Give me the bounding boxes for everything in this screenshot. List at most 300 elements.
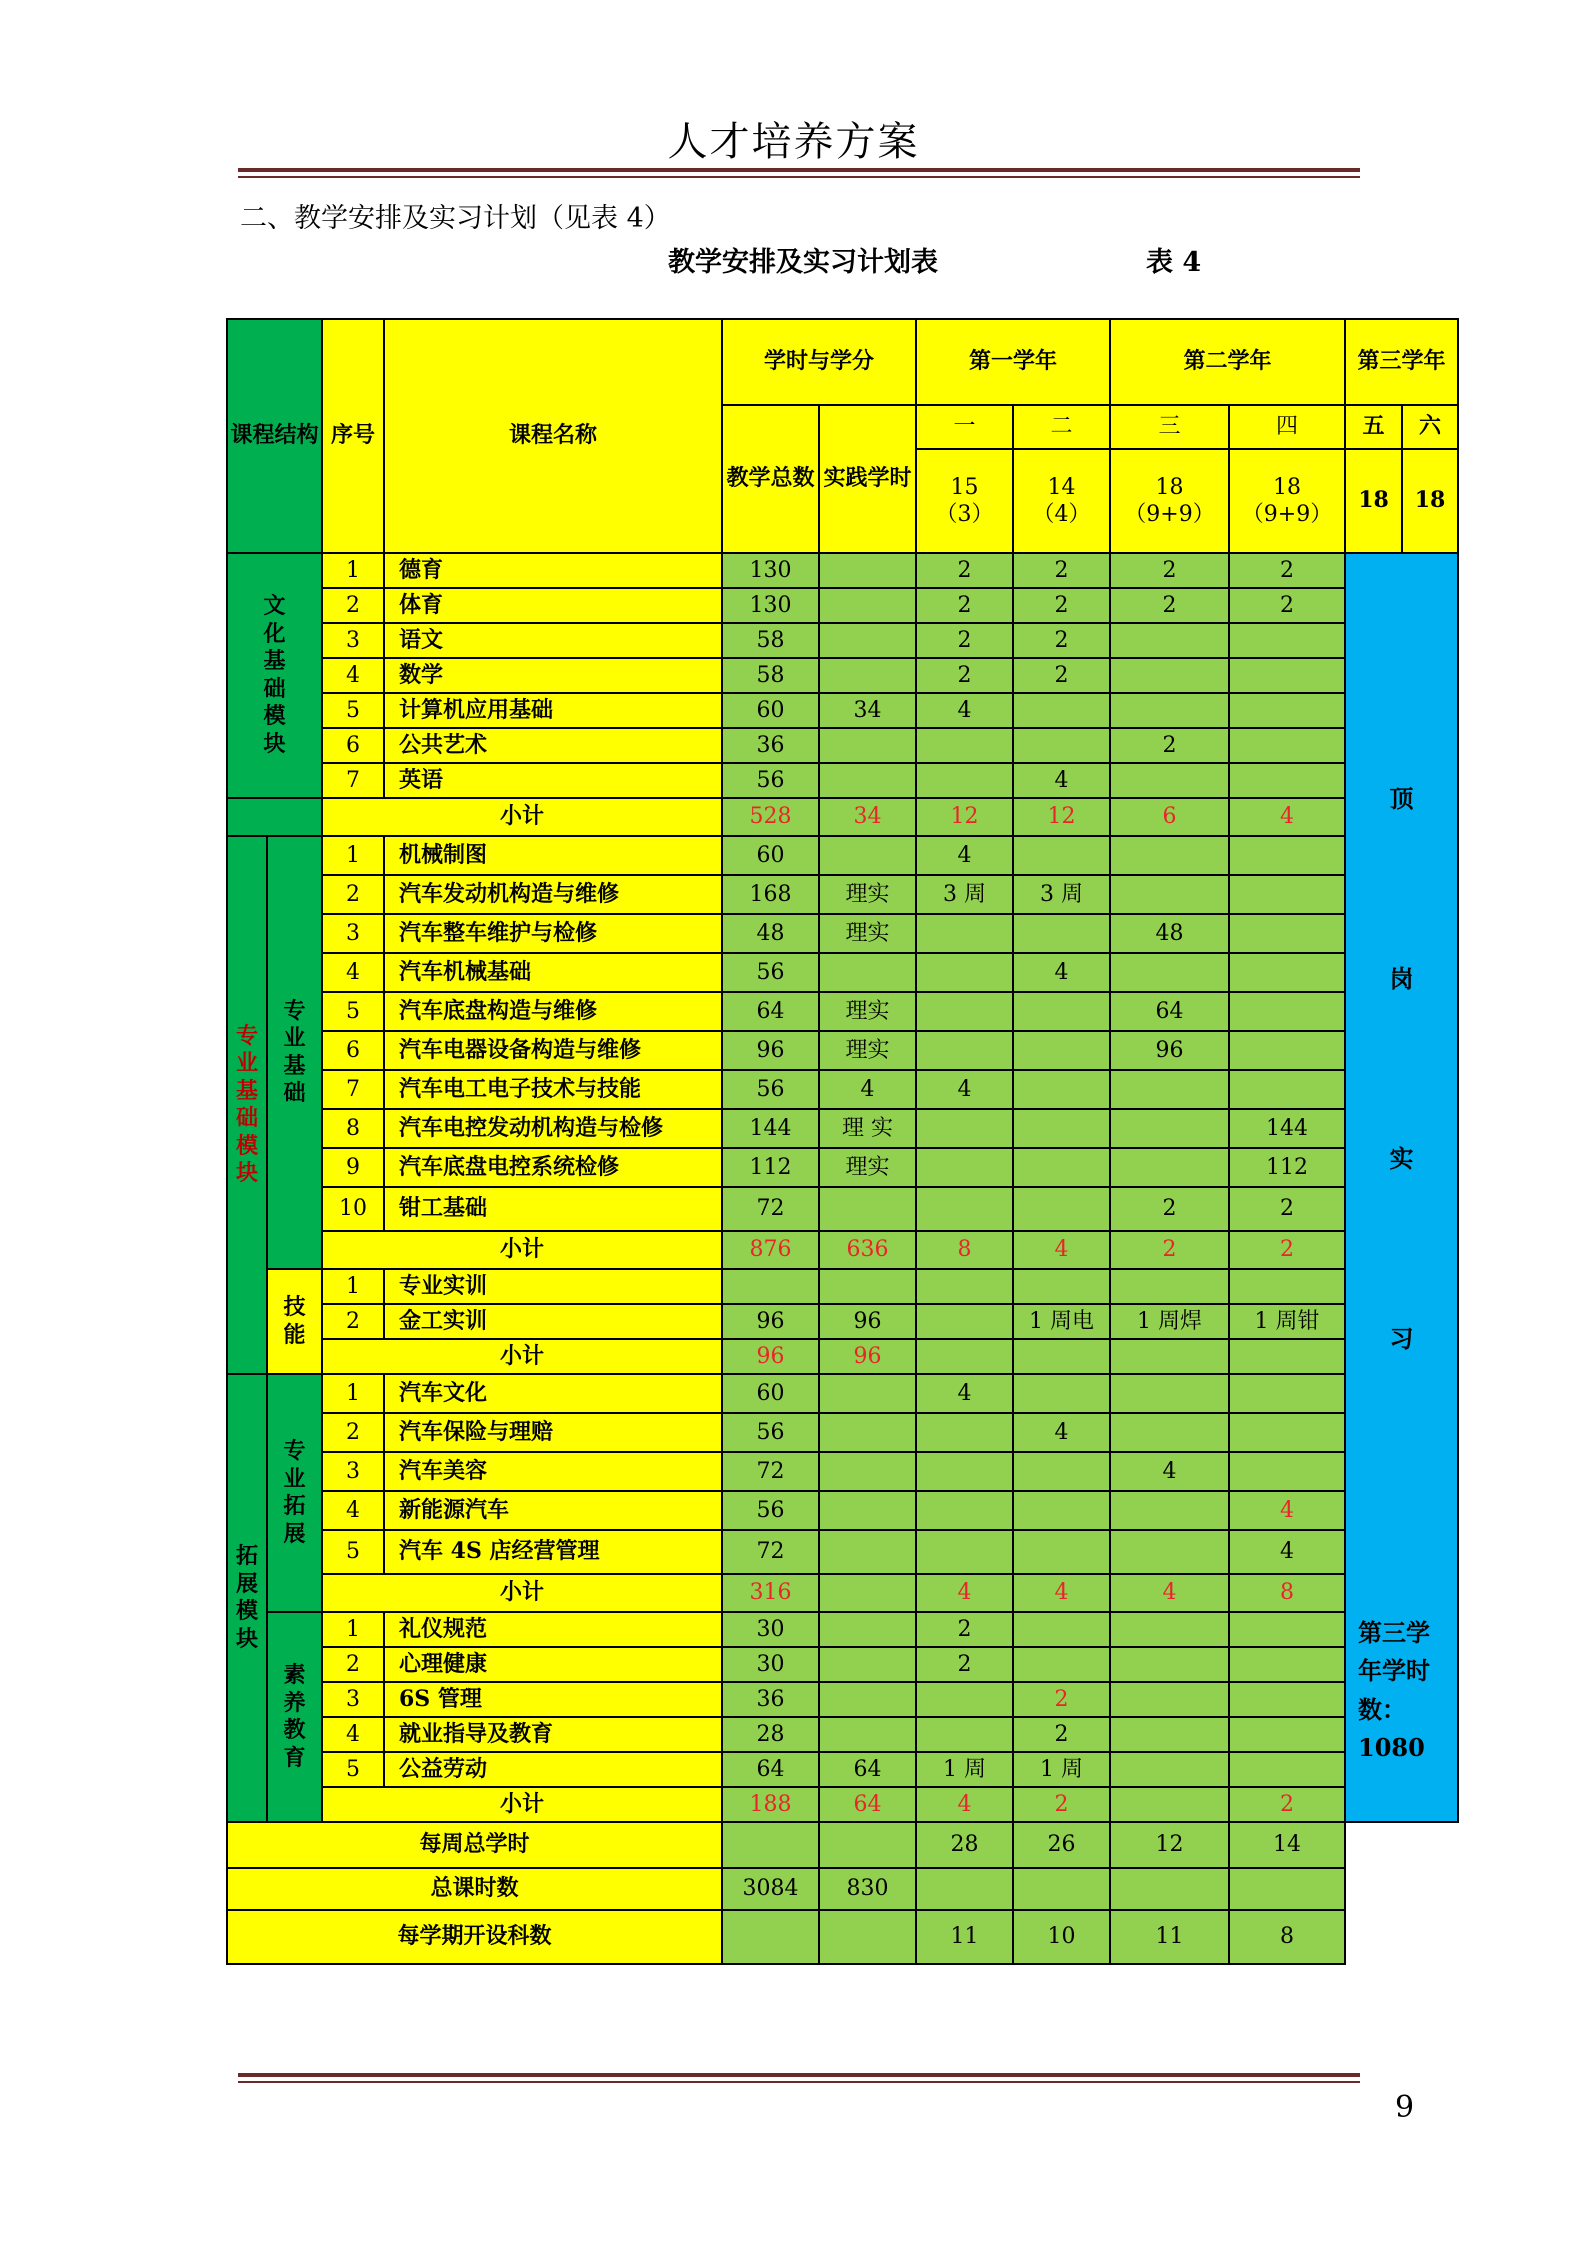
culture-row-4-term1: 2 [916,658,1013,693]
prof-row-9-total-hours: 112 [722,1148,819,1187]
group-culture-module: 文 化 基 础 模 块 [227,553,322,798]
culture_sub-col-5: 6 [1110,798,1229,836]
section-heading: 二、教学安排及实习计划（见表 4） [240,203,671,234]
ext-row-2-term1 [916,1413,1013,1452]
prof-row-8-practice-hours: 理 实 [819,1109,916,1148]
prof-row-6-practice-hours: 理实 [819,1031,916,1070]
prof-row-7-practice-hours: 4 [819,1070,916,1109]
header-weeks-2: 14 （4） [1013,449,1110,553]
ext_sub-col-1: 316 [722,1574,819,1612]
culture-row-6-total-hours: 36 [722,728,819,763]
prof-row-1-practice-hours [819,836,916,875]
ext-row-2-seq: 2 [322,1413,384,1452]
subjects-label: 每学期开设科数 [227,1910,722,1964]
prof-row-7-term1: 4 [916,1070,1013,1109]
prof-row-1-total-hours: 60 [722,836,819,875]
culture-row-6-term1 [916,728,1013,763]
header-weeks-5: 18 [1345,449,1402,553]
ext-row-4-seq: 4 [322,1491,384,1530]
culture-row-2-course-name: 体育 [384,588,722,623]
culture-row-1-term4: 2 [1229,553,1345,588]
prof-row-4-seq: 4 [322,953,384,992]
header-weeks-3: 18 （9+9） [1110,449,1229,553]
prof-row-7-total-hours: 56 [722,1070,819,1109]
header-rule-thin [238,176,1360,178]
prof-row-10-course-name: 钳工基础 [384,1187,722,1231]
page-header-title: 人才培养方案 [667,119,920,165]
culture_sub-col-3: 12 [916,798,1013,836]
culture-row-5-term3 [1110,693,1229,728]
prof-row-1-seq: 1 [322,836,384,875]
culture-row-2-term2: 2 [1013,588,1110,623]
ext-row-1-term1: 4 [916,1374,1013,1413]
ext-row-5-term3 [1110,1530,1229,1574]
culture_sub-col-1: 528 [722,798,819,836]
total_hours-col-4 [1013,1868,1110,1910]
quality-row-1-term3 [1110,1612,1229,1647]
prof-row-4-term1 [916,953,1013,992]
prof-row-9-term4: 112 [1229,1148,1345,1187]
prof-row-9-course-name: 汽车底盘电控系统检修 [384,1148,722,1187]
total_hours-label: 总课时数 [227,1868,722,1910]
prof-row-2-course-name: 汽车发动机构造与维修 [384,875,722,914]
quality-row-5-course-name: 公益劳动 [384,1752,722,1787]
prof-row-2-term4 [1229,875,1345,914]
ext-row-2-practice-hours [819,1413,916,1452]
culture-row-2-term3: 2 [1110,588,1229,623]
quality-row-3-term2: 2 [1013,1682,1110,1717]
footer-rule [238,2073,1360,2077]
ext-row-5-term1 [916,1530,1013,1574]
culture-row-7-course-name: 英语 [384,763,722,798]
weekly-col-3: 28 [916,1822,1013,1868]
internship-column [1345,553,1458,1822]
culture-row-1-course-name: 德育 [384,553,722,588]
culture-row-7-term4 [1229,763,1345,798]
group-skill: 技 能 [267,1269,322,1374]
prof-row-7-term3 [1110,1070,1229,1109]
prof-row-4-term3 [1110,953,1229,992]
quality_sub-col-1: 188 [722,1787,819,1822]
ext-row-2-total-hours: 56 [722,1413,819,1452]
prof-row-5-practice-hours: 理实 [819,992,916,1031]
culture-row-3-term2: 2 [1013,623,1110,658]
prof-row-6-course-name: 汽车电器设备构造与维修 [384,1031,722,1070]
prof-row-6-term3: 96 [1110,1031,1229,1070]
prof-row-3-course-name: 汽车整车维护与检修 [384,914,722,953]
quality-row-1-course-name: 礼仪规范 [384,1612,722,1647]
weekly-col-2 [819,1822,916,1868]
culture-row-7-seq: 7 [322,763,384,798]
total_hours-col-2: 830 [819,1868,916,1910]
quality-row-5-term4 [1229,1752,1345,1787]
ext-row-2-course-name: 汽车保险与理赔 [384,1413,722,1452]
culture-row-6-practice-hours [819,728,916,763]
ext_sub-col-4: 4 [1013,1574,1110,1612]
culture-row-7-total-hours: 56 [722,763,819,798]
ext-row-3-total-hours: 72 [722,1452,819,1491]
header-weeks-1: 15 （3） [916,449,1013,553]
quality-row-4-practice-hours [819,1717,916,1752]
table-caption: 教学安排及实习计划表 [668,247,938,278]
quality-row-2-term4 [1229,1647,1345,1682]
prof-row-10-term1 [916,1187,1013,1231]
prof-row-9-term3 [1110,1148,1229,1187]
culture-sub-spacer [227,798,322,836]
header-term-2: 二 [1013,405,1110,449]
subjects-col-5: 11 [1110,1910,1229,1964]
prof-row-10-term3: 2 [1110,1187,1229,1231]
header-structure: 课程结构 [227,319,322,553]
internship-char-4: 习 [1389,1324,1414,1353]
header-weeks-6: 18 [1402,449,1458,553]
quality-row-3-course-name: 6S 管理 [384,1682,722,1717]
culture-row-3-term4 [1229,623,1345,658]
culture-row-3-practice-hours [819,623,916,658]
total_hours-col-1: 3084 [722,1868,819,1910]
skill-row-2-practice-hours: 96 [819,1304,916,1339]
total_hours-col-6 [1229,1868,1345,1910]
quality-row-5-total-hours: 64 [722,1752,819,1787]
subjects-col-4: 10 [1013,1910,1110,1964]
quality-row-4-term2: 2 [1013,1717,1110,1752]
ext-row-3-term2 [1013,1452,1110,1491]
culture-row-6-seq: 6 [322,728,384,763]
ext-row-4-term4: 4 [1229,1491,1345,1530]
quality-row-5-practice-hours: 64 [819,1752,916,1787]
ext_sub-col-3: 4 [916,1574,1013,1612]
prof_sub-col-2: 636 [819,1231,916,1269]
culture-row-7-term2: 4 [1013,763,1110,798]
prof-row-1-term2 [1013,836,1110,875]
ext-row-1-practice-hours [819,1374,916,1413]
quality-row-1-total-hours: 30 [722,1612,819,1647]
prof-row-1-course-name: 机械制图 [384,836,722,875]
skill-row-2-seq: 2 [322,1304,384,1339]
prof-row-1-term4 [1229,836,1345,875]
quality-row-2-total-hours: 30 [722,1647,819,1682]
culture-row-3-term3 [1110,623,1229,658]
ext-row-4-term3 [1110,1491,1229,1530]
prof-row-2-term2: 3 周 [1013,875,1110,914]
ext_sub-col-6: 8 [1229,1574,1345,1612]
culture-row-1-practice-hours [819,553,916,588]
culture-row-1-term2: 2 [1013,553,1110,588]
prof-row-10-total-hours: 72 [722,1187,819,1231]
quality-row-3-total-hours: 36 [722,1682,819,1717]
prof-row-7-course-name: 汽车电工电子技术与技能 [384,1070,722,1109]
prof-row-8-seq: 8 [322,1109,384,1148]
table-label: 表 4 [1146,247,1202,278]
group-quality: 素 养 教 育 [267,1612,322,1822]
ext-row-3-seq: 3 [322,1452,384,1491]
prof-row-3-practice-hours: 理实 [819,914,916,953]
ext-row-5-seq: 5 [322,1530,384,1574]
prof-row-1-term3 [1110,836,1229,875]
ext-row-1-term2 [1013,1374,1110,1413]
skill-row-2-term1 [916,1304,1013,1339]
prof-row-5-term1 [916,992,1013,1031]
skill-row-1-seq: 1 [322,1269,384,1304]
culture-row-4-total-hours: 58 [722,658,819,693]
prof-row-8-term1 [916,1109,1013,1148]
group-prof-module: 专 业 基 础 模 块 [227,836,267,1374]
header-term-5: 五 [1345,405,1402,449]
skill_sub-col-4 [1013,1339,1110,1374]
ext-row-3-term1 [916,1452,1013,1491]
quality-row-2-practice-hours [819,1647,916,1682]
prof-row-7-term2 [1013,1070,1110,1109]
prof-row-2-term3 [1110,875,1229,914]
header-rule [238,168,1360,172]
culture_sub-col-2: 34 [819,798,916,836]
weekly-col-5: 12 [1110,1822,1229,1868]
culture_sub-col-4: 12 [1013,798,1110,836]
prof-row-1-term1: 4 [916,836,1013,875]
prof-row-10-practice-hours [819,1187,916,1231]
culture-row-6-course-name: 公共艺术 [384,728,722,763]
culture-row-1-seq: 1 [322,553,384,588]
quality-row-4-total-hours: 28 [722,1717,819,1752]
prof-row-2-practice-hours: 理实 [819,875,916,914]
quality_sub-col-4: 2 [1013,1787,1110,1822]
quality-row-5-term2: 1 周 [1013,1752,1110,1787]
culture-row-5-term2 [1013,693,1110,728]
quality-row-2-term3 [1110,1647,1229,1682]
quality-row-3-practice-hours [819,1682,916,1717]
subjects-col-1 [722,1910,819,1964]
skill_sub-col-1: 96 [722,1339,819,1374]
prof-row-10-seq: 10 [322,1187,384,1231]
group-ext-module: 拓 展 模 块 [227,1374,267,1822]
ext-row-3-term3: 4 [1110,1452,1229,1491]
quality-row-1-practice-hours [819,1612,916,1647]
year3-hours-note: 第三学年学时数：1080 [1358,1618,1430,1763]
quality_sub-col-2: 64 [819,1787,916,1822]
prof-row-6-term4 [1229,1031,1345,1070]
ext-row-4-term2 [1013,1491,1110,1530]
header-term-1: 一 [916,405,1013,449]
culture-row-4-practice-hours [819,658,916,693]
header-hours-credits: 学时与学分 [722,319,916,405]
prof-row-5-total-hours: 64 [722,992,819,1031]
skill-row-1-course-name: 专业实训 [384,1269,722,1304]
culture-row-1-total-hours: 130 [722,553,819,588]
prof-row-9-term2 [1013,1148,1110,1187]
quality-row-5-seq: 5 [322,1752,384,1787]
prof-row-6-seq: 6 [322,1031,384,1070]
header-seq: 序号 [322,319,384,553]
quality-row-3-seq: 3 [322,1682,384,1717]
quality_sub-label: 小计 [322,1787,722,1822]
header-term-4: 四 [1229,405,1345,449]
internship-char-3: 实 [1389,1144,1414,1173]
quality_sub-col-3: 4 [916,1787,1013,1822]
ext-row-3-term4 [1229,1452,1345,1491]
ext-row-3-practice-hours [819,1452,916,1491]
prof-row-6-total-hours: 96 [722,1031,819,1070]
quality-row-4-term3 [1110,1717,1229,1752]
culture-row-6-term3: 2 [1110,728,1229,763]
header-term-3: 三 [1110,405,1229,449]
prof-row-3-term1 [916,914,1013,953]
quality-row-2-term2 [1013,1647,1110,1682]
ext-row-3-course-name: 汽车美容 [384,1452,722,1491]
internship-char-1: 顶 [1389,784,1414,813]
quality-row-1-term2 [1013,1612,1110,1647]
prof-row-9-seq: 9 [322,1148,384,1187]
ext-row-2-term4 [1229,1413,1345,1452]
culture-row-6-term2 [1013,728,1110,763]
prof-row-2-term1: 3 周 [916,875,1013,914]
culture-row-2-practice-hours [819,588,916,623]
prof-row-9-term1 [916,1148,1013,1187]
culture_sub-label: 小计 [322,798,722,836]
culture-row-4-term2: 2 [1013,658,1110,693]
prof-row-4-term2: 4 [1013,953,1110,992]
culture-row-2-term1: 2 [916,588,1013,623]
prof-row-3-term3: 48 [1110,914,1229,953]
header-year3: 第三学年 [1345,319,1458,405]
skill-row-1-total-hours [722,1269,819,1304]
header-term-6: 六 [1402,405,1458,449]
prof-row-3-term4 [1229,914,1345,953]
ext_sub-col-5: 4 [1110,1574,1229,1612]
prof-row-2-seq: 2 [322,875,384,914]
quality-row-3-term1 [916,1682,1013,1717]
ext-row-5-term4: 4 [1229,1530,1345,1574]
prof-row-3-seq: 3 [322,914,384,953]
quality-row-2-seq: 2 [322,1647,384,1682]
culture-row-3-seq: 3 [322,623,384,658]
weekly-label: 每周总学时 [227,1822,722,1868]
weekly-col-6: 14 [1229,1822,1345,1868]
prof_sub-col-6: 2 [1229,1231,1345,1269]
culture-row-1-term3: 2 [1110,553,1229,588]
quality-row-2-course-name: 心理健康 [384,1647,722,1682]
ext-row-1-term3 [1110,1374,1229,1413]
culture-row-5-total-hours: 60 [722,693,819,728]
quality-row-3-term3 [1110,1682,1229,1717]
quality-row-4-course-name: 就业指导及教育 [384,1717,722,1752]
prof-row-10-term4: 2 [1229,1187,1345,1231]
culture-row-5-term4 [1229,693,1345,728]
skill-row-2-term2: 1 周电 [1013,1304,1110,1339]
ext-row-1-total-hours: 60 [722,1374,819,1413]
skill-row-1-term1 [916,1269,1013,1304]
prof-row-8-term4: 144 [1229,1109,1345,1148]
ext-row-5-practice-hours [819,1530,916,1574]
prof_sub-col-3: 8 [916,1231,1013,1269]
group-ext-sub: 专 业 拓 展 [267,1374,322,1612]
skill_sub-label: 小计 [322,1339,722,1374]
header-practice: 实践学时 [819,405,916,553]
subjects-col-6: 8 [1229,1910,1345,1964]
teaching-plan-table [226,318,1459,1965]
prof-row-5-term2 [1013,992,1110,1031]
prof_sub-col-4: 4 [1013,1231,1110,1269]
prof-row-6-term2 [1013,1031,1110,1070]
header-year2: 第二学年 [1110,319,1345,405]
weekly-col-4: 26 [1013,1822,1110,1868]
ext-row-1-seq: 1 [322,1374,384,1413]
prof_sub-col-5: 2 [1110,1231,1229,1269]
footer-rule-thin [238,2081,1360,2083]
culture-row-6-term4 [1229,728,1345,763]
quality-row-3-term4 [1229,1682,1345,1717]
skill-row-2-total-hours: 96 [722,1304,819,1339]
prof-row-5-seq: 5 [322,992,384,1031]
quality_sub-col-5 [1110,1787,1229,1822]
culture_sub-col-6: 4 [1229,798,1345,836]
skill-row-2-course-name: 金工实训 [384,1304,722,1339]
quality-row-4-term1 [916,1717,1013,1752]
culture-row-2-total-hours: 130 [722,588,819,623]
quality_sub-col-6: 2 [1229,1787,1345,1822]
ext-row-1-course-name: 汽车文化 [384,1374,722,1413]
culture-row-4-seq: 4 [322,658,384,693]
prof-row-8-term2 [1013,1109,1110,1148]
culture-row-4-course-name: 数学 [384,658,722,693]
header-weeks-4: 18 （9+9） [1229,449,1345,553]
prof_sub-col-1: 876 [722,1231,819,1269]
prof-row-8-term3 [1110,1109,1229,1148]
prof-row-3-term2 [1013,914,1110,953]
culture-row-2-seq: 2 [322,588,384,623]
culture-row-7-term3 [1110,763,1229,798]
quality-row-5-term1: 1 周 [916,1752,1013,1787]
culture-row-5-term1: 4 [916,693,1013,728]
culture-row-4-term4 [1229,658,1345,693]
ext_sub-col-2 [819,1574,916,1612]
culture-row-5-practice-hours: 34 [819,693,916,728]
culture-row-3-course-name: 语文 [384,623,722,658]
quality-row-1-term4 [1229,1612,1345,1647]
skill-row-1-term2 [1013,1269,1110,1304]
weekly-col-1 [722,1822,819,1868]
culture-row-7-practice-hours [819,763,916,798]
prof-row-4-course-name: 汽车机械基础 [384,953,722,992]
prof-row-5-course-name: 汽车底盘构造与维修 [384,992,722,1031]
ext-row-2-term2: 4 [1013,1413,1110,1452]
skill_sub-col-2: 96 [819,1339,916,1374]
quality-row-1-seq: 1 [322,1612,384,1647]
quality-row-4-seq: 4 [322,1717,384,1752]
skill_sub-col-3 [916,1339,1013,1374]
prof-row-10-term2 [1013,1187,1110,1231]
ext-row-4-total-hours: 56 [722,1491,819,1530]
culture-row-3-total-hours: 58 [722,623,819,658]
ext_sub-label: 小计 [322,1574,722,1612]
prof-row-7-term4 [1229,1070,1345,1109]
skill-row-1-practice-hours [819,1269,916,1304]
total_hours-col-3 [916,1868,1013,1910]
skill_sub-col-6 [1229,1339,1345,1374]
quality-row-5-term3 [1110,1752,1229,1787]
culture-row-2-term4: 2 [1229,588,1345,623]
quality-row-1-term1: 2 [916,1612,1013,1647]
prof-row-4-term4 [1229,953,1345,992]
group-prof-sub: 专 业 基 础 [267,836,322,1269]
skill-row-1-term4 [1229,1269,1345,1304]
prof-row-2-total-hours: 168 [722,875,819,914]
prof-row-9-practice-hours: 理实 [819,1148,916,1187]
ext-row-4-course-name: 新能源汽车 [384,1491,722,1530]
prof-row-8-total-hours: 144 [722,1109,819,1148]
prof-row-4-total-hours: 56 [722,953,819,992]
ext-row-2-term3 [1110,1413,1229,1452]
page-number: 9 [1395,2090,1415,2125]
